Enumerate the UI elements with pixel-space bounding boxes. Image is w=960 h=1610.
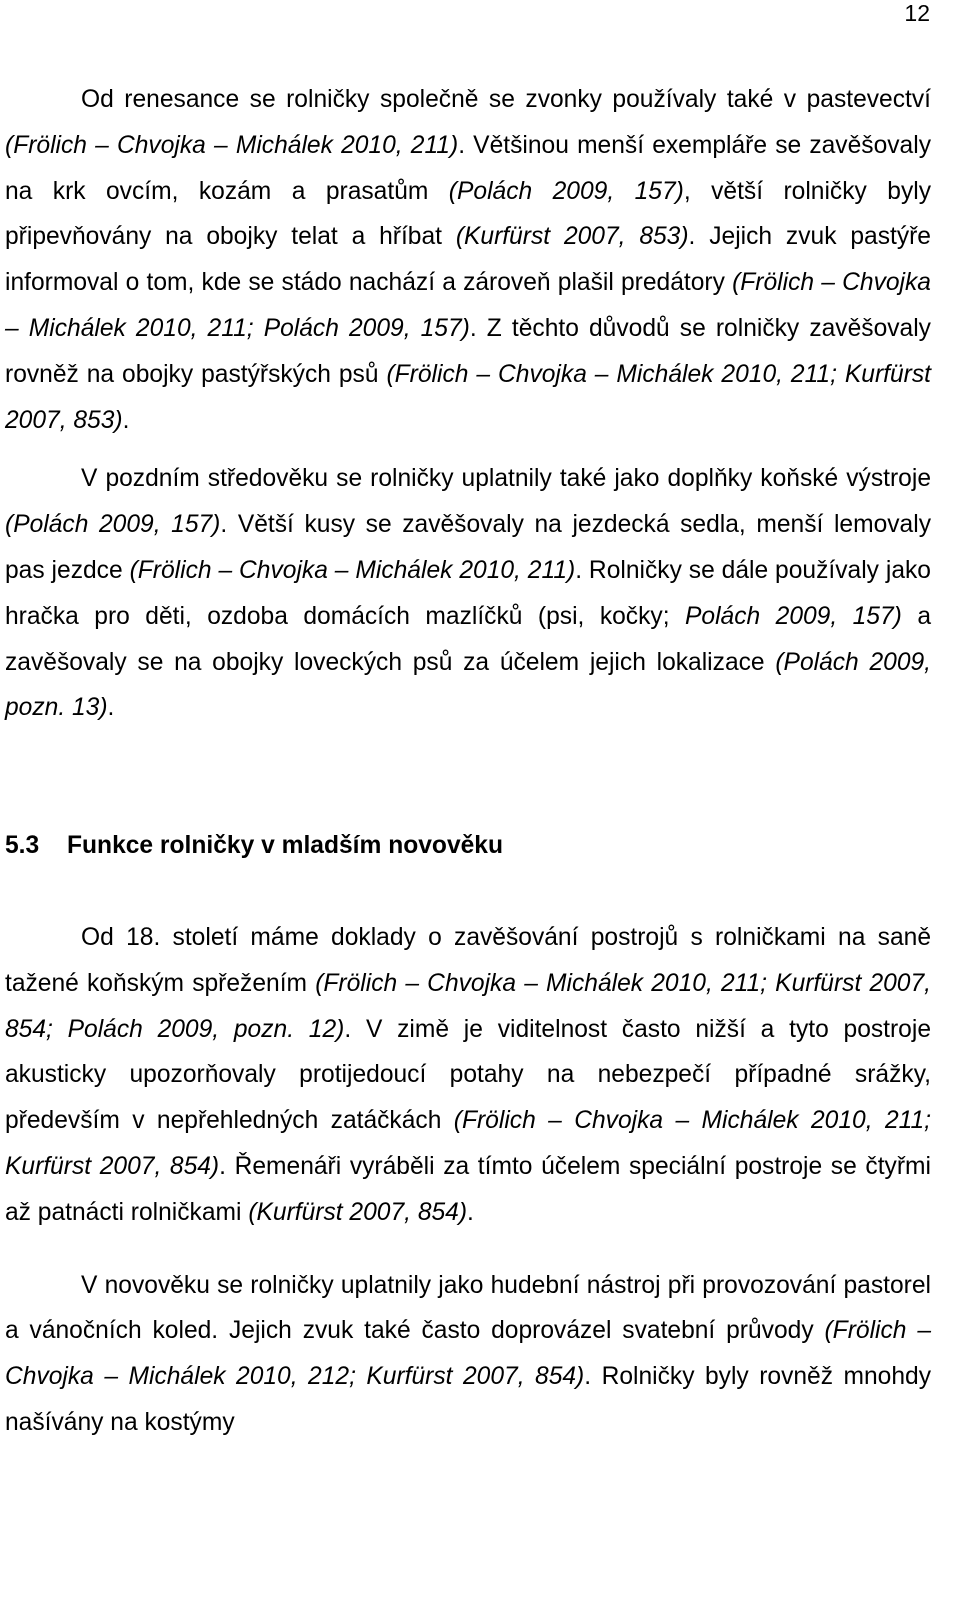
- text-run: . Jejich zvuk pastýře informoval o tom, kde se stádo nachází a zároveň plašil predátory: [5, 223, 931, 297]
- paragraph: [5, 77, 931, 443]
- citation: (Frölich – Chvojka – Michálek 2010, 211; Kurfürst 2007, 854; Polách 2009, pozn. 12): [5, 969, 931, 1043]
- citation: (Kurfürst 2007, 853): [455, 223, 689, 251]
- citation: (Frölich – Chvojka – Michálek 2010, 212; Kurfürst 2007, 854): [5, 1317, 932, 1391]
- citation: (Polách 2009, 157): [448, 177, 684, 205]
- section-number: 5.3: [5, 832, 40, 860]
- text-run: . Řemenáři vyráběli za tímto účelem speciální postroje se čtyřmi až patnácti rolničkami: [5, 1152, 931, 1226]
- paragraph: [5, 456, 931, 731]
- text-run: .: [107, 694, 115, 722]
- citation: (Polách 2009, 157): [5, 511, 221, 539]
- text-run: . Větší kusy se zavěšovaly na jezdecká sedla, menší lemovaly pas jezdce: [5, 511, 931, 584]
- text-run: V pozdním středověku se rolničky uplatnily také jako doplňky koňské výstroje: [81, 465, 931, 493]
- text-run: . Rolničky se dále používaly jako hračka pro děti, ozdoba domácích mazlíčků (psi, kočky;: [5, 556, 931, 630]
- citation: (Kurfürst 2007, 854): [248, 1198, 468, 1226]
- citation: (Frölich – Chvojka – Michálek 2010, 211): [5, 131, 459, 159]
- document-body: [5, 77, 931, 1446]
- citation: (Frölich – Chvojka – Michálek 2010, 211; Kurfürst 2007, 854): [5, 1107, 931, 1180]
- section-heading: [5, 823, 931, 869]
- text-run: . V zimě je viditelnost často nižší a tyto postroje akusticky upozorňovaly protijedoucí potahy na nebezpečí případné srážky, především v nepřehledných zatáčkách: [5, 1015, 932, 1135]
- text-run: , větší rolničky byly připevňovány na obojky telat a hříbat: [5, 177, 931, 251]
- paragraph: [5, 915, 931, 1236]
- citation: (Frölich – Chvojka – Michálek 2010, 211; Polách 2009, 157): [5, 269, 931, 342]
- text-run: .: [122, 406, 130, 434]
- text-run: . Rolničky byly rovněž mnohdy našívány na kostýmy: [5, 1363, 932, 1436]
- text-run: V novověku se rolničky uplatnily jako hudební nástroj při provozování pastorel a vánočních koled. Jejich zvuk také často doprovázel svatební průvody: [5, 1271, 931, 1345]
- text-run: . Většinou menší exempláře se zavěšovaly na krk ovcím, kozám a prasatům: [5, 131, 931, 205]
- text-run: . Z těchto důvodů se rolničky zavěšovaly rovněž na obojky pastýřských psů: [5, 314, 931, 388]
- section-title: Funkce rolničky v mladším novověku: [67, 832, 504, 860]
- citation: (Frölich – Chvojka – Michálek 2010, 211): [129, 556, 576, 584]
- paragraph: [5, 1263, 931, 1446]
- text-run: a zavěšovaly se na obojky loveckých psů za účelem jejich lokalizace: [5, 602, 931, 676]
- page-number: 12: [904, 0, 930, 26]
- text-run: .: [467, 1198, 474, 1226]
- citation: Polách 2009, 157): [684, 602, 902, 630]
- citation: (Polách 2009, pozn. 13): [5, 648, 932, 722]
- text-run: Od 18. století máme doklady o zavěšování postrojů s rolničkami na saně tažené koňským spřežením: [5, 923, 931, 997]
- text-run: Od renesance se rolničky společně se zvonky používaly také v pastevectví: [81, 86, 931, 113]
- citation: (Frölich – Chvojka – Michálek 2010, 211; Kurfürst 2007, 853): [5, 360, 931, 434]
